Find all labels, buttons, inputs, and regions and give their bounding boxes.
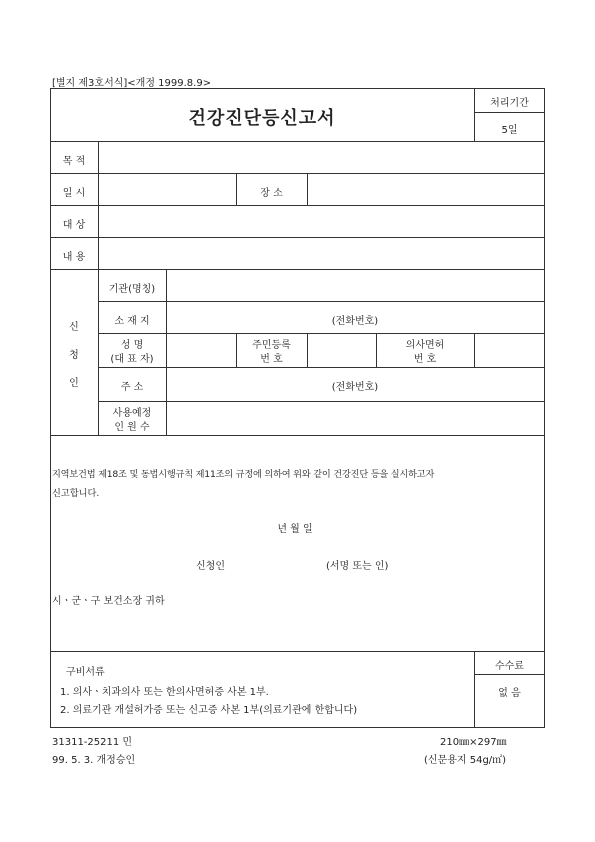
staff-count-field[interactable] <box>167 402 544 434</box>
target-label: 대 상 <box>62 220 86 231</box>
paper-size: 210㎜×297㎜ <box>440 737 507 748</box>
approval-note: 99. 5. 3. 개정승인 <box>52 755 136 766</box>
statement-line2: 신고합니다. <box>52 488 100 499</box>
place-label: 장 소 <box>260 188 283 199</box>
statement-line1: 지역보건법 제18조 및 동법시행규칙 제11조의 규정에 의하여 위와 같이 건강진단 등을 실시하고자 <box>52 469 435 480</box>
purpose-field[interactable] <box>99 142 544 172</box>
address-label: 주 소 <box>120 382 144 393</box>
processing-period-label: 처리기간 <box>490 98 529 109</box>
divider <box>474 112 545 113</box>
applicant-group-label-1: 신 <box>69 322 79 333</box>
name-label-line2: (대 표 자) <box>110 354 154 365</box>
applicant-group-label-2: 청 <box>69 350 79 361</box>
documents-title: 구비서류 <box>66 667 105 678</box>
location-label: 소 재 지 <box>114 316 150 327</box>
divider <box>50 435 545 436</box>
target-field[interactable] <box>99 206 544 236</box>
documents-item-2: 2. 의료기관 개설허가증 또는 신고증 사본 1부(의료기관에 한합니다) <box>60 705 358 716</box>
place-field[interactable] <box>308 174 544 204</box>
content-label: 내 용 <box>62 252 86 263</box>
sign-or-seal-label: (서명 또는 인) <box>326 561 389 572</box>
divider <box>50 651 545 652</box>
applicant-group-label-3: 인 <box>69 378 79 389</box>
fee-label: 수수료 <box>495 661 524 672</box>
fee-value: 없 음 <box>498 688 521 699</box>
address-phone-label: (전화번호) <box>331 382 379 393</box>
name-label-line1: 성 명 <box>120 340 144 351</box>
license-label-line2: 번 호 <box>413 354 437 365</box>
staff-count-label-line2: 인 원 수 <box>114 422 150 433</box>
divider <box>474 674 545 675</box>
applicant-sign-label: 신청인 <box>196 561 225 572</box>
page-title: 건강진단등신고서 <box>188 108 336 129</box>
name-field[interactable] <box>167 334 235 366</box>
license-field[interactable] <box>475 334 544 366</box>
processing-period-value: 5일 <box>501 125 518 136</box>
rrn-label-line1: 주민등록 <box>252 340 291 351</box>
license-label-line1: 의사면허 <box>405 340 445 351</box>
datetime-field[interactable] <box>99 174 235 204</box>
purpose-label: 목 적 <box>62 156 86 167</box>
content-field[interactable] <box>99 238 544 268</box>
institution-field[interactable] <box>167 270 544 300</box>
datetime-label: 일 시 <box>62 188 86 199</box>
paper-type: (신문용지 54g/㎡) <box>424 755 507 766</box>
rrn-field[interactable] <box>308 334 375 366</box>
form-number: [별지 제3호서식]<개정 1999.8.9> <box>52 78 212 89</box>
form-code: 31311-25211 민 <box>52 737 133 748</box>
staff-count-label-line1: 사용예정 <box>112 408 152 419</box>
rrn-label-line2: 번 호 <box>260 354 283 365</box>
institution-label: 기관(명칭) <box>108 284 156 295</box>
documents-item-1: 1. 의사ㆍ치과의사 또는 한의사면허증 사본 1부. <box>60 687 269 698</box>
location-phone-label: (전화번호) <box>331 316 379 327</box>
addressee: 시ㆍ군ㆍ구 보건소장 귀하 <box>52 596 165 607</box>
date-line: 년 월 일 <box>277 524 313 535</box>
